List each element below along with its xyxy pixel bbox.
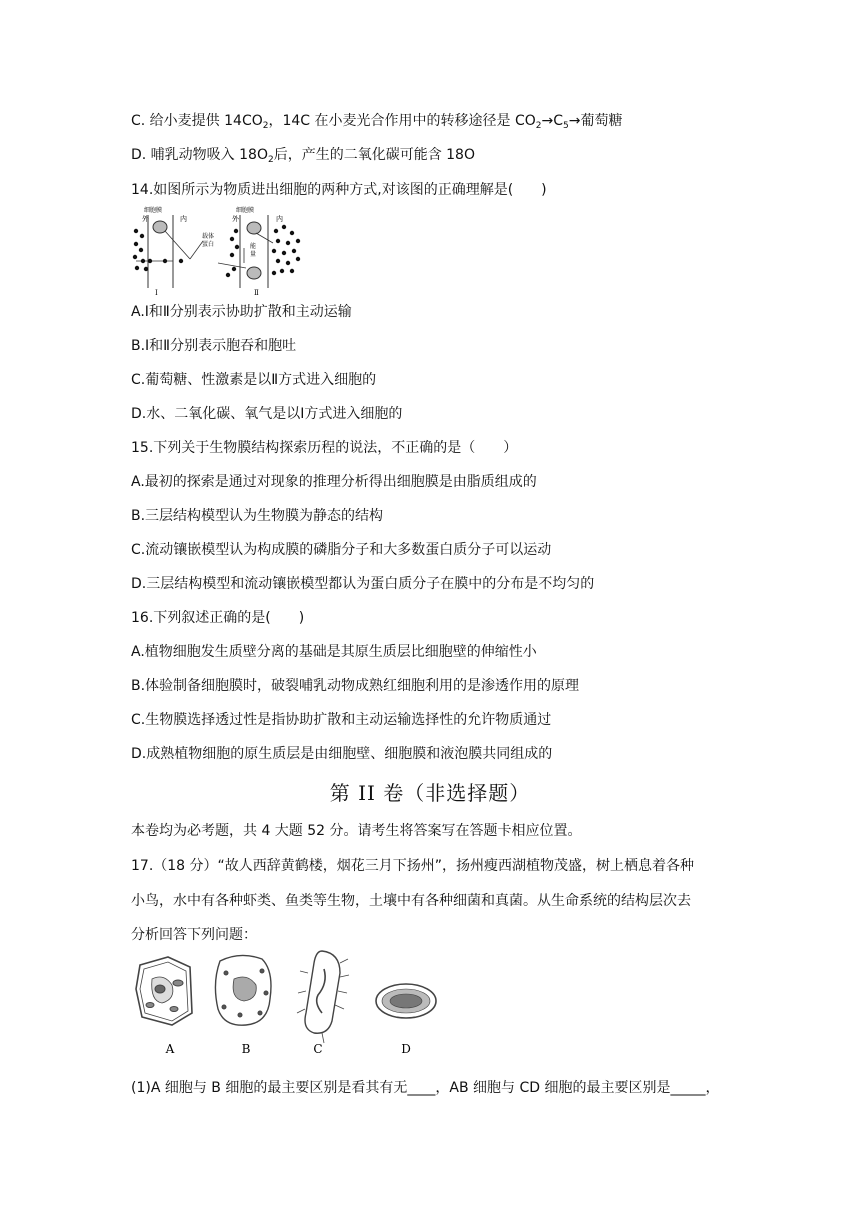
q17-sub1: (1)A 细胞与 B 细胞的最主要区别是看其有无____，AB 细胞与 CD 细胞的最主要区别是_____， [131,1080,720,1096]
inside-label: 内 [180,215,187,223]
q15-option-b: B.三层结构模型认为生物膜为静态的结构 [131,508,384,524]
text: C. 给小麦提供 14CO [131,113,263,129]
svg-text:量: 量 [250,251,257,258]
text: →C [541,113,564,129]
energy-label: 能 [250,243,257,250]
cell-a [136,957,192,1025]
label-b: B [241,1042,251,1056]
text: →葡萄糖 [568,113,623,129]
q13-option-d [131,145,475,170]
section-title: 第 II 卷（非选择题） [329,781,531,805]
subscript: 2 [262,121,269,131]
q17-stem-line3: 分析回答下列问题： [131,927,257,943]
q16-option-c: C.生物膜选择透过性是指协助扩散和主动运输选择性的允许物质通过 [131,712,552,728]
subscript: 2 [267,155,274,165]
cell-c [297,951,349,1043]
q17-stem-line1: 17.（18 分）“故人西辞黄鹤楼，烟花三月下扬州”，扬州瘦西湖植物茂盛，树上栖息着各种 [131,858,695,874]
q15-option-a: A.最初的探索是通过对现象的推理分析得出细胞膜是由脂质组成的 [131,474,537,490]
membrane-label: 细胞膜 [144,207,163,214]
svg-text:细胞膜: 细胞膜 [236,207,255,214]
q16-stem: 16.下列叙述正确的是( ) [131,610,305,626]
q17-stem-line2: 小鸟，水中有各种虾类、鱼类等生物，土壤中有各种细菌和真菌。从生命系统的结构层次去 [131,893,691,909]
svg-text:蛋白: 蛋白 [202,241,215,248]
q14-option-a: A.Ⅰ和Ⅱ分别表示协助扩散和主动运输 [131,304,352,320]
carrier-label: 载体 [202,233,215,240]
q15-stem: 15.下列关于生物膜结构探索历程的说法，不正确的是（ ） [131,440,518,456]
carrier-protein-3 [247,267,261,279]
outside-label: 外 [142,215,149,223]
q15-option-d: D.三层结构模型和流动镶嵌模型都认为蛋白质分子在膜中的分布是不均匀的 [131,576,595,592]
cell-b [215,955,271,1025]
q14-stem: 14.如图所示为物质进出细胞的两种方式,对该图的正确理解是( ) [131,182,547,198]
section-intro: 本卷均为必考题，共 4 大题 52 分。请考生将答案写在答题卡相应位置。 [131,823,582,839]
transport-diagram [128,203,308,298]
svg-text:内: 内 [276,215,283,223]
q14-option-b: B.Ⅰ和Ⅱ分别表示胞吞和胞吐 [131,338,297,354]
q13-option-c [131,111,623,136]
q14-option-d: D.水、二氧化碳、氧气是以Ⅰ方式进入细胞的 [131,406,403,422]
q16-option-a: A.植物细胞发生质壁分离的基础是其原生质层比细胞壁的伸缩性小 [131,644,537,660]
label-a: A [165,1042,175,1056]
label-d: D [401,1042,411,1056]
label-c: C [313,1042,323,1056]
text: D. 哺乳动物吸入 18O [131,147,268,163]
q15-option-c: C.流动镶嵌模型认为构成膜的磷脂分子和大多数蛋白质分子可以运动 [131,542,552,558]
roman-1: Ⅰ [155,289,158,297]
cell-figures [128,943,448,1058]
q16-option-b: B.体验制备细胞膜时，破裂哺乳动物成熟红细胞利用的是渗透作用的原理 [131,678,580,694]
subscript: 5 [563,121,569,131]
q14-option-c: C.葡萄糖、性激素是以Ⅱ方式进入细胞的 [131,372,377,388]
text: ，14C 在小麦光合作用中的转移途径是 CO [268,113,536,129]
svg-text:外: 外 [232,215,239,223]
roman-2: Ⅱ [254,289,259,297]
cell-d [376,984,436,1018]
q16-option-d: D.成熟植物细胞的原生质层是由细胞壁、细胞膜和液泡膜共同组成的 [131,746,553,762]
text: 后，产生的二氧化碳可能含 18O [273,147,475,163]
carrier-protein-2 [247,222,261,234]
subscript: 2 [535,121,542,131]
